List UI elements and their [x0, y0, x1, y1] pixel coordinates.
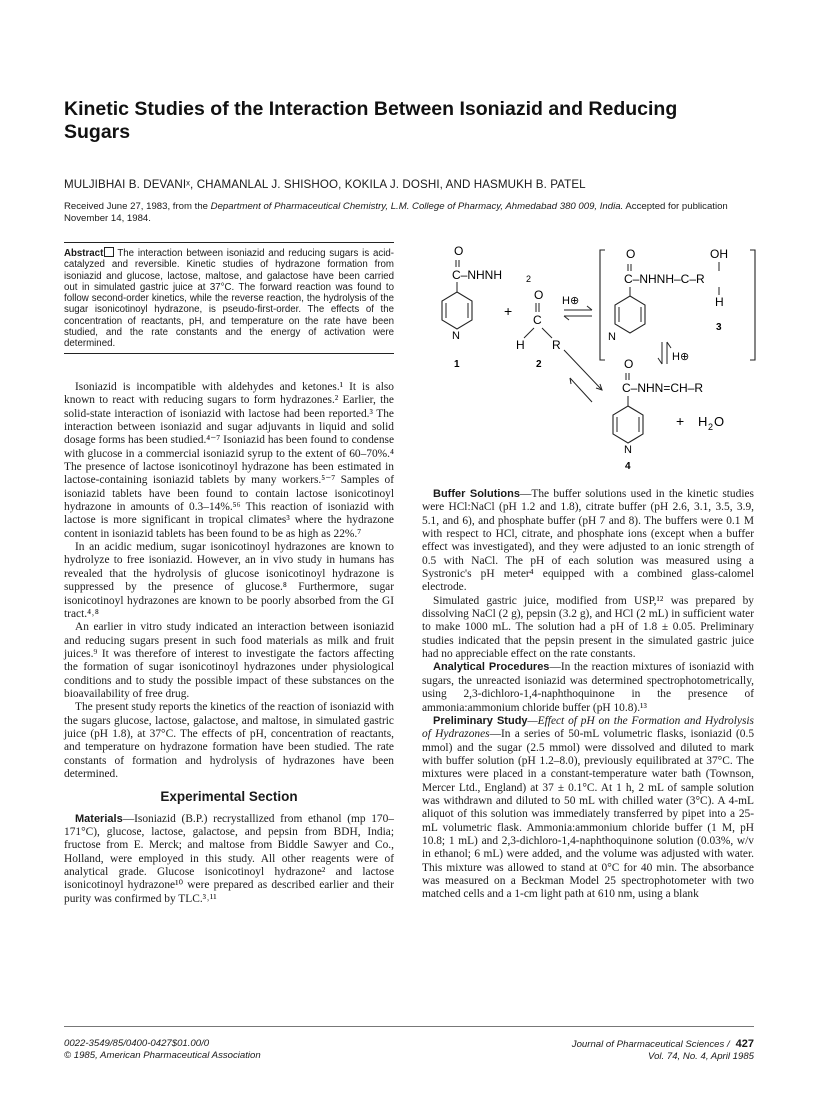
copyright-line: © 1985, American Pharmaceutical Association	[64, 1050, 261, 1061]
water	[698, 414, 724, 432]
section-heading: Experimental Section	[160, 789, 298, 805]
c2-r-group: R	[552, 338, 561, 352]
c4-oxygen: O	[624, 357, 634, 371]
analytical-text: —In the reaction mixtures of isoniazid with sugars, the unreacted isoniazid was determined spectrophotometrically, using 2,3-dichloro-1,4-naphthoquinone in the presence of ammonia:ammonium chloride buffer (pH 10.8).¹³	[422, 661, 754, 714]
label-1: 1	[454, 359, 460, 370]
issn-code: 0022-3549/85/0400-0427$01.00/0	[64, 1038, 210, 1049]
right-column	[422, 488, 754, 902]
prelim-run-in: Preliminary Study	[433, 714, 528, 727]
materials-paragraph	[64, 813, 394, 906]
plus-sign-2: +	[676, 413, 685, 429]
water-h: H	[698, 414, 708, 429]
c1-hydrazide: C–NHNH	[452, 268, 503, 282]
square-icon	[104, 247, 114, 257]
compound-4	[613, 357, 703, 470]
intro-paragraph-3: An earlier in vitro study indicated an interaction between isoniazid and reducing sugars present in such food materials as milk and fruit juices.⁹ It was therefore of interest to investigate the factors affecting the formation of sugar isonicotinoyl hydrazones under physiological conditions and to study the possible impact of these substances on the bioavailability of free drug.	[64, 621, 394, 700]
c1-oxygen: O	[454, 244, 464, 258]
buffer-paragraph	[422, 488, 754, 595]
c2-oxygen: O	[534, 288, 544, 302]
abstract-text: The interaction between isoniazid and reducing sugars is acid-catalyzed and reversible. Kinetic studies of hydrazone formation from isoniazid and glucose, lactose, maltose, and galactose have been carried out in simulated gastric juice at 37°C. The forward reaction was found to follow second-order kinetics, while the reverse reaction, the hydrolysis of the sugar isonicotinoyl hydrazone, is pseudo-first-order. The effects of the concentration of reactants, pH, and temperature on the rate have been studied, and the rate constants and the energy of activation were determined.	[64, 248, 394, 350]
volume-line: Vol. 74, No. 4, April 1985	[648, 1051, 754, 1062]
label-3: 3	[716, 322, 722, 333]
footer-left	[64, 1038, 261, 1062]
label-2: 2	[536, 359, 542, 370]
c2-hydrogen: H	[516, 338, 525, 352]
c3-hydroxyl: OH	[710, 247, 728, 261]
prelim-text: —In a series of 50-mL volumetric flasks, isoniazid (0.5 mmol) and the sugar (2.5 mmol) were dissolved and diluted to mark with buffer solution (pH 1.2–8.0), previously equilibrated at 37°C. The mixtures were placed in a constant-temperature water bath (Townson, Mercer Ltd., England) at 37 ± 0.1°C. At 1 h, 2 mL of sample solution was withdrawn and diluted to 50 mL with chilled water (3°C). A 4-mL aliquot of this solution was immediately transferred by pipet into a 25-mL volumetric flask. Ammonia:ammonium chloride buffer (1 M, pH 10.8; 1 mL) and 2,3-dichloro-1,4-naphthoquinone solution (0.03%, w/v in ethanol; 6 mL) were added, and the volume was adjusted with water. This mixture was allowed to stand at 0°C for 40 min. The absorbance was measured on a Beckman Model 25 spectrophotometer with two matched cells and a 1-cm light path at 610 nm, using a blank	[422, 728, 755, 901]
intro-paragraph-4: The present study reports the kinetics of the reaction of isoniazid with the sugars glucose, lactose, galactose, and maltose, in simulated gastric juice (pH 1.8), at 37°C. The effects of pH, concentration of reactants, and temperature on hydrazone formation have been studied. The rate constants of formation and hydrolysis of hydrazones have been determined.	[64, 701, 394, 780]
abstract-label: Abstract	[64, 248, 104, 259]
analytical-paragraph	[422, 661, 754, 714]
left-column	[64, 381, 394, 906]
intro-paragraph-2: In an acidic medium, sugar isonicotinoyl hydrazones are known to hydrolyze to free isoniazid. However, an in vivo study in humans has revealed that the hydrolysis of glucose isonicotinoyl hydrazone is suppressed by the presence of glucose.⁸ Furthermore, sugar isonicotinoyl hydrazones are known to be poorly absorbed from the GI tract.⁴˒⁸	[64, 541, 394, 620]
footer-right	[500, 1038, 754, 1063]
page-number: 427	[735, 1038, 754, 1050]
c3-hydrazine: C–NHNH–C–R	[624, 272, 705, 286]
materials-run-in: Materials	[75, 812, 123, 825]
c3-oxygen: O	[626, 247, 636, 261]
intro-paragraph-1: Isoniazid is incompatible with aldehydes and ketones.¹ It is also known to react with reducing sugars to form hydrazones.² Earlier, the solid-state interaction of isoniazid with lactose had been reported.³ The interaction between isoniazid and sugar adjuvants in liquid and solid dosage forms has been studied.⁴⁻⁷ Isoniazid has been found to condense with glucose in a commercial isoniazid syrup to the extent of 60–70%.⁴ The presence of lactose isonicotinoyl hydrazone has been estimated in lactose-containing isoniazid tablets by many workers.⁵⁻⁷ Samples of isoniazid tablets have been found to contain lactose isonicotinoyl hydrazone in amounts of 0.3–14%.⁵⁶ This reaction of isoniazid with lactose is more significant in tropical climates³ where the hydrazone content in isoniazid tablets has been found to be as high as 22%.⁷	[64, 381, 394, 540]
materials-text: —Isoniazid (B.P.) recrystallized from ethanol (mp 170–171°C), glucose, lactose, galactose, and pepsin from BDH, India; fructose from E. Merck; and maltose from Biddle Sawyer and Co., Holland, were employed in this study. All other reagents were of analytical grade. Glucose isonicotinoyl hydrazone² and lactose isonicotinoyl hydrazone¹⁰ were prepared as described earlier and their purity was confirmed by TLC.³˒¹¹	[64, 812, 394, 905]
c1-subscript: 2	[526, 274, 532, 284]
buffer-run-in: Buffer Solutions	[433, 488, 520, 500]
c4-hydrazone: C–NHN=CH–R	[622, 381, 704, 395]
c3-hydrogen: H	[715, 295, 724, 309]
affiliation: Department of Pharmaceutical Chemistry, L.M. College of Pharmacy, Ahmedabad 380 009, India.	[210, 201, 624, 212]
prelim-subheading: —Effect of pH on the Formation and Hydrolysis of Hydrazones	[422, 714, 754, 741]
analytical-run-in: Analytical Procedures	[433, 661, 550, 674]
c1-nitrogen: N	[452, 330, 460, 342]
c2-carbon: C	[533, 313, 542, 327]
prelim-paragraph	[422, 715, 754, 902]
water-o: O	[714, 414, 725, 429]
journal-name: Journal of Pharmaceutical Sciences /	[571, 1039, 730, 1050]
c3-nitrogen: N	[608, 331, 616, 343]
plus-sign-1: +	[504, 303, 513, 319]
h-plus-side: H⊕	[672, 351, 690, 363]
received-line	[64, 201, 758, 224]
abstract-box	[64, 242, 394, 354]
article-title: Kinetic Studies of the Interaction Between Isoniazid and Reducing Sugars	[64, 98, 678, 143]
c4-nitrogen: N	[624, 444, 632, 456]
reaction-scheme	[440, 240, 760, 470]
author-list: MULJIBHAI B. DEVANIˣ, CHAMANLAL J. SHISHOO, KOKILA J. DOSHI, AND HASMUKH B. PATEL	[64, 178, 586, 191]
label-4: 4	[625, 461, 631, 470]
footer-divider	[64, 1026, 754, 1027]
received-prefix: Received June 27, 1983, from the	[64, 201, 211, 212]
compound-3	[608, 247, 728, 343]
water-subscript: 2	[708, 422, 714, 432]
accepted-note: Accepted for publication November 14, 1984.	[64, 201, 728, 224]
compound-2	[516, 288, 561, 370]
gastric-paragraph: Simulated gastric juice, modified from USP,¹² was prepared by dissolving NaCl (2 g), pepsin (3.2 g), and HCl (2 mL) in sufficient water to make 1000 mL. The solution had a pH of 1.8 ± 0.05. Preliminary studies indicated that the pepsin present in the simulated gastric juice had no appreciable effect on the rate constants.	[422, 594, 754, 661]
buffer-text: —The buffer solutions used in the kinetic studies were HCl:NaCl (pH 1.2 and 1.8), citrate buffer (pH 2.6, 3.1, 3.5, 3.9, 5.1, and 6), and phosphate buffer (pH 7 and 8). The buffers were 0.1 M with respect to HCl, citrate, and phosphate ions (except when a buffer effect was investigated), and they were adjusted to an ionic strength of 0.5 with NaCl. The pH of each solution was measured using a Systronic's pH meter⁴ equipped with a combined glass-calomel electrode.	[422, 488, 754, 594]
h-plus-top: H⊕	[562, 295, 580, 307]
